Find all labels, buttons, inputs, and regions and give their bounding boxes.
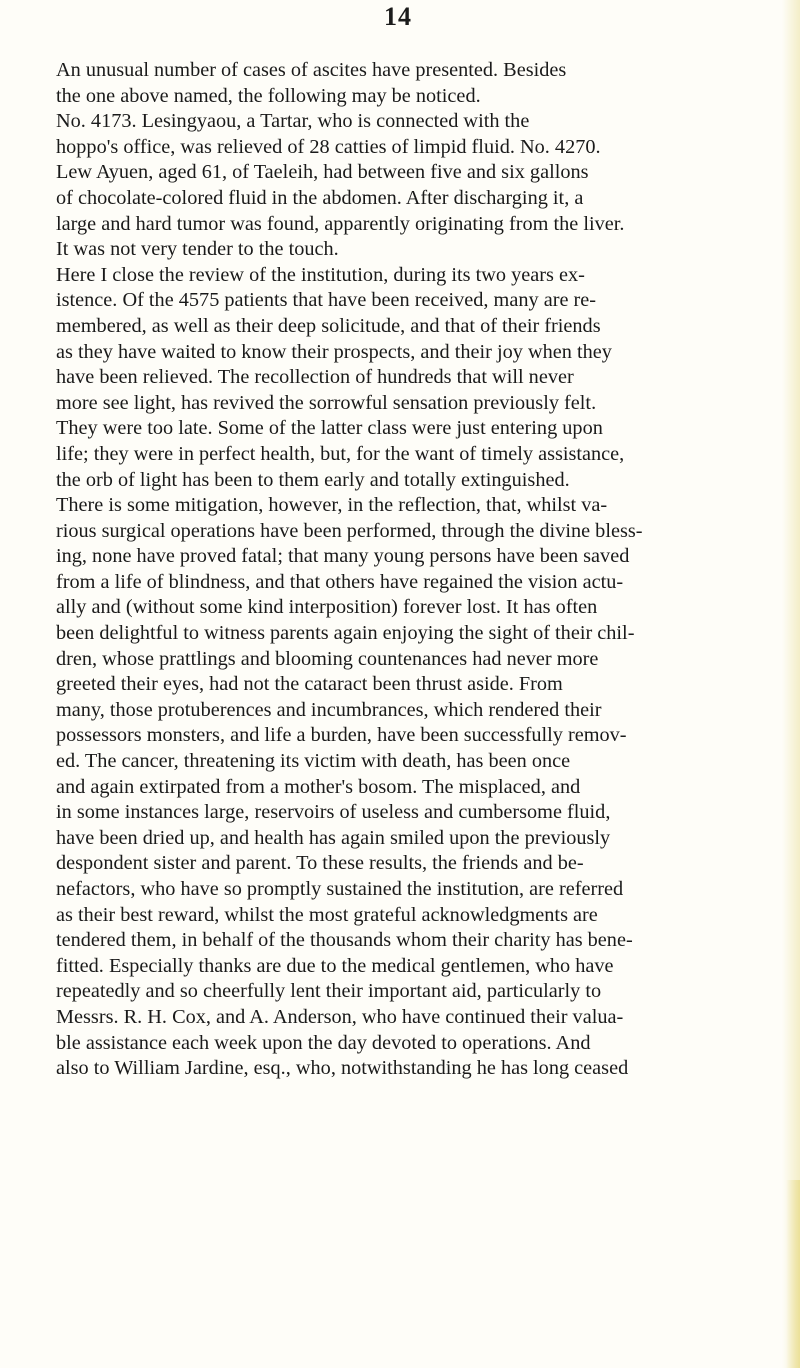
text-line: as their best reward, whilst the most grateful acknowledgments are	[56, 903, 598, 926]
text-line: have been relieved. The recollection of hundreds that will never	[56, 366, 574, 389]
text-line: Here I close the review of the institution, during its two years ex-	[56, 263, 585, 286]
text-line: istence. Of the 4575 patients that have been received, many are re-	[56, 289, 597, 312]
text-line: more see light, has revived the sorrowful sensation previously felt.	[56, 391, 597, 414]
text-line: hoppo's office, was relieved of 28 catties of limpid fluid. No. 4270.	[56, 135, 601, 158]
text-line: and again extirpated from a mother's bosom. The misplaced, and	[56, 775, 581, 798]
text-line: Messrs. R. H. Cox, and A. Anderson, who have continued their valua-	[56, 1005, 624, 1028]
text-line: possessors monsters, and life a burden, have been successfully remov-	[56, 724, 627, 747]
text-line: many, those protuberences and incumbrances, which rendered their	[56, 698, 602, 721]
text-line: They were too late. Some of the latter class were just entering upon	[56, 417, 603, 440]
text-line: An unusual number of cases of ascites have presented. Besides	[56, 59, 567, 81]
text-line: despondent sister and parent. To these results, the friends and be-	[56, 852, 584, 875]
text-line: also to William Jardine, esq., who, notwithstanding he has long ceased	[56, 1057, 629, 1080]
text-line: tendered them, in behalf of the thousands whom their charity has bene-	[56, 929, 633, 952]
text-line: No. 4173. Lesingyaou, a Tartar, who is connected with the	[56, 110, 530, 133]
text-line: been delightful to witness parents again enjoying the sight of their chil-	[56, 622, 635, 645]
text-line: ing, none have proved fatal; that many young persons have been saved	[56, 545, 630, 568]
text-line: Lew Ayuen, aged 61, of Taeleih, had between five and six gallons	[56, 161, 589, 184]
text-line: of chocolate-colored fluid in the abdomen. After discharging it, a	[56, 186, 584, 209]
text-line: nefactors, who have so promptly sustained the institution, are referred	[56, 878, 624, 900]
text-line: life; they were in perfect health, but, for the want of timely assistance,	[56, 442, 625, 465]
text-line: ally and (without some kind interposition) forever lost. It has often	[56, 596, 598, 619]
text-line: rious surgical operations have been performed, through the divine bless-	[56, 519, 643, 542]
text-line: There is some mitigation, however, in the reflection, that, whilst va-	[56, 494, 608, 517]
text-line: greeted their eyes, had not the cataract been thrust aside. From	[56, 673, 563, 696]
page-edge-stain	[782, 0, 800, 1368]
body-text	[56, 58, 800, 1082]
text-line: from a life of blindness, and that others have regained the vision actu-	[56, 570, 624, 593]
page-edge-stain-lower	[786, 1180, 800, 1368]
text-line: the one above named, the following may be noticed.	[56, 84, 481, 107]
text-line: It was not very tender to the touch.	[56, 238, 339, 261]
text-line: dren, whose prattlings and blooming countenances had never more	[56, 647, 599, 670]
text-line: large and hard tumor was found, apparently originating from the liver.	[56, 212, 625, 235]
text-line: fitted. Especially thanks are due to the medical gentlemen, who have	[56, 954, 614, 977]
text-line: membered, as well as their deep solicitude, and that of their friends	[56, 314, 601, 337]
text-line: ed. The cancer, threatening its victim with death, has been once	[56, 750, 571, 773]
text-line: the orb of light has been to them early and totally extinguished.	[56, 468, 570, 491]
text-line: as they have waited to know their prospects, and their joy when they	[56, 340, 612, 363]
text-line: ble assistance each week upon the day devoted to operations. And	[56, 1031, 591, 1054]
page-number: 14	[384, 2, 412, 31]
text-line: have been dried up, and health has again smiled upon the previously	[56, 826, 611, 849]
text-line: repeatedly and so cheerfully lent their important aid, particularly to	[56, 980, 602, 1003]
text-line: in some instances large, reservoirs of useless and cumbersome fluid,	[56, 801, 611, 824]
